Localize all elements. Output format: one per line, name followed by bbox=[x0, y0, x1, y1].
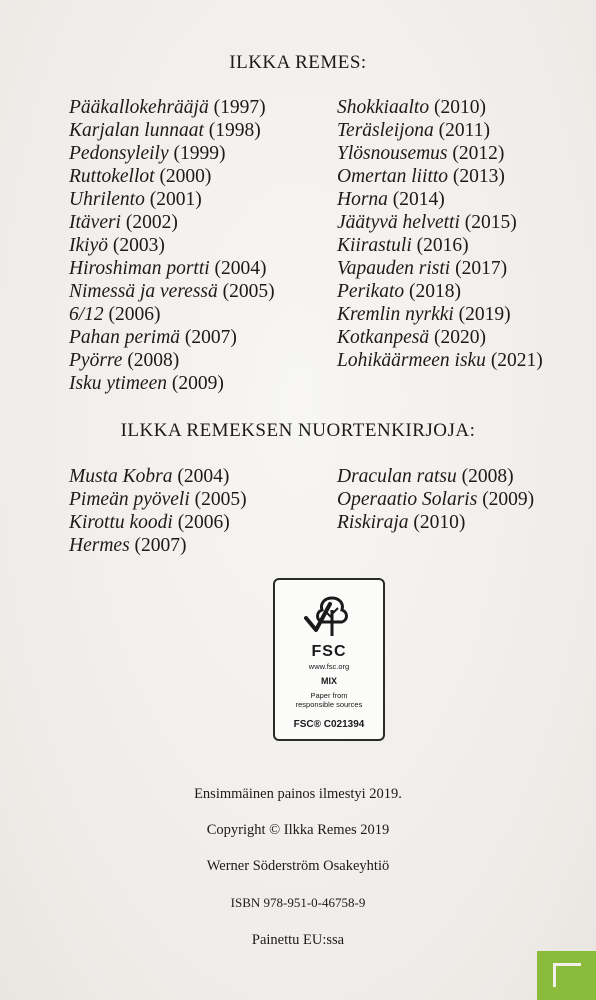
book-title: Horna bbox=[337, 189, 388, 210]
book-title: Draculan ratsu bbox=[337, 466, 457, 487]
book-year: (2001) bbox=[149, 189, 202, 210]
book-title: Operaatio Solaris bbox=[337, 489, 478, 510]
fsc-license: FSC® C021394 bbox=[293, 719, 365, 730]
book-entry bbox=[69, 257, 275, 280]
book-entry bbox=[69, 511, 247, 534]
fsc-mix-line-2: responsible sources bbox=[295, 700, 363, 709]
book-title: Nimessä ja veressä bbox=[69, 281, 218, 302]
book-year: (2007) bbox=[134, 535, 187, 556]
first-edition-note: Ensimmäinen painos ilmestyi 2019. bbox=[194, 786, 402, 802]
book-entry bbox=[337, 349, 543, 372]
book-title: Shokkiaalto bbox=[337, 97, 430, 118]
fsc-label bbox=[273, 578, 385, 741]
book-title: Ylösnousemus bbox=[337, 143, 448, 164]
book-title: Itäveri bbox=[69, 212, 121, 233]
book-entry bbox=[69, 465, 247, 488]
fsc-mix: MIX bbox=[320, 676, 337, 686]
book-year: (2020) bbox=[433, 327, 486, 348]
book-entry bbox=[337, 211, 543, 234]
book-title: Ruttokellot bbox=[69, 166, 155, 187]
book-entry bbox=[69, 234, 275, 257]
book-title: Omertan liitto bbox=[337, 166, 449, 187]
book-year: (2009) bbox=[171, 373, 224, 394]
book-entry bbox=[337, 188, 543, 211]
book-title: Hiroshiman portti bbox=[69, 258, 210, 279]
book-entry bbox=[337, 465, 534, 488]
book-year: (2004) bbox=[214, 258, 267, 279]
book-title: Uhrilento bbox=[69, 189, 145, 210]
fsc-url: www.fsc.org bbox=[308, 662, 350, 671]
book-title: Perikato bbox=[337, 281, 405, 302]
book-title: Pimeän pyöveli bbox=[69, 489, 190, 510]
book-entry bbox=[337, 257, 543, 280]
fsc-mix-description bbox=[275, 691, 383, 709]
book-year: (1999) bbox=[173, 143, 226, 164]
book-title: Kiirastuli bbox=[337, 235, 412, 256]
book-entry bbox=[337, 488, 534, 511]
publisher-name: Werner Söderström Osakeyhtiö bbox=[206, 858, 390, 874]
book-title: Kotkanpesä bbox=[337, 327, 430, 348]
book-title: Musta Kobra bbox=[69, 466, 173, 487]
book-entry bbox=[69, 303, 275, 326]
book-title: Riskiraja bbox=[337, 512, 409, 533]
book-year: (2007) bbox=[184, 327, 237, 348]
book-title: Karjalan lunnaat bbox=[69, 120, 204, 141]
book-entry bbox=[69, 326, 275, 349]
book-entry bbox=[69, 142, 275, 165]
book-title: Pyörre bbox=[69, 350, 123, 371]
book-title: Pedonsyleily bbox=[69, 143, 169, 164]
book-entry bbox=[337, 326, 543, 349]
book-title: Pääkallokehrääjä bbox=[69, 97, 209, 118]
book-year: (2017) bbox=[455, 258, 508, 279]
youth-list-right bbox=[337, 465, 534, 534]
book-year: (1997) bbox=[213, 97, 266, 118]
book-title: Vapauden risti bbox=[337, 258, 451, 279]
book-year: (2018) bbox=[409, 281, 462, 302]
book-year: (2021) bbox=[490, 350, 543, 371]
book-title: Ikiyö bbox=[69, 235, 108, 256]
book-year: (2006) bbox=[108, 304, 161, 325]
book-entry bbox=[337, 303, 543, 326]
book-title: Teräsleijona bbox=[337, 120, 434, 141]
fsc-code: FSC bbox=[311, 643, 347, 660]
book-entry bbox=[69, 188, 275, 211]
book-entry bbox=[337, 234, 543, 257]
printed-in: Painettu EU:ssa bbox=[251, 932, 345, 948]
book-year: (2003) bbox=[112, 235, 165, 256]
novels-list-left bbox=[69, 96, 275, 395]
book-year: (2014) bbox=[392, 189, 445, 210]
watermark-bracket-icon bbox=[553, 963, 581, 987]
book-entry bbox=[337, 165, 543, 188]
novels-list-right bbox=[337, 96, 543, 372]
book-title: Kremlin nyrkki bbox=[337, 304, 454, 325]
book-title: Hermes bbox=[69, 535, 130, 556]
book-year: (2016) bbox=[416, 235, 469, 256]
book-title: Isku ytimeen bbox=[69, 373, 167, 394]
book-year: (2006) bbox=[177, 512, 230, 533]
book-year: (2005) bbox=[194, 489, 247, 510]
book-year: (2005) bbox=[222, 281, 275, 302]
book-title: 6/12 bbox=[69, 304, 104, 325]
watermark-corner-logo bbox=[537, 951, 596, 1000]
book-entry bbox=[69, 372, 275, 395]
book-year: (2010) bbox=[413, 512, 466, 533]
book-year: (2011) bbox=[438, 120, 490, 141]
book-year: (2015) bbox=[464, 212, 517, 233]
book-entry bbox=[69, 488, 247, 511]
book-entry bbox=[337, 96, 543, 119]
youth-list-left bbox=[69, 465, 247, 557]
book-year: (1998) bbox=[208, 120, 261, 141]
book-entry bbox=[337, 119, 543, 142]
book-entry bbox=[69, 211, 275, 234]
book-entry bbox=[69, 165, 275, 188]
fsc-tree-checkmark-icon bbox=[302, 590, 356, 642]
book-entry bbox=[69, 96, 275, 119]
book-year: (2002) bbox=[125, 212, 178, 233]
book-entry bbox=[69, 349, 275, 372]
book-entry bbox=[337, 511, 534, 534]
book-year: (2009) bbox=[482, 489, 535, 510]
book-entry bbox=[337, 280, 543, 303]
book-year: (2008) bbox=[127, 350, 180, 371]
book-entry bbox=[69, 534, 247, 557]
book-year: (2010) bbox=[433, 97, 486, 118]
youth-books-heading: ILKKA REMEKSEN NUORTENKIRJOJA: bbox=[120, 420, 476, 441]
copyright-line: Copyright © Ilkka Remes 2019 bbox=[206, 822, 390, 838]
book-entry bbox=[69, 119, 275, 142]
book-year: (2008) bbox=[461, 466, 514, 487]
book-year: (2004) bbox=[177, 466, 230, 487]
book-title: Pahan perimä bbox=[69, 327, 181, 348]
book-title: Lohikäärmeen isku bbox=[337, 350, 486, 371]
book-entry bbox=[337, 142, 543, 165]
book-year: (2019) bbox=[458, 304, 511, 325]
book-title: Kirottu koodi bbox=[69, 512, 173, 533]
isbn: ISBN 978-951-0-46758-9 bbox=[230, 895, 366, 910]
book-year: (2000) bbox=[159, 166, 212, 187]
fsc-mix-line-1: Paper from bbox=[310, 691, 348, 700]
novels-heading: ILKKA REMES: bbox=[229, 52, 367, 73]
book-title: Jäätyvä helvetti bbox=[337, 212, 460, 233]
book-year: (2013) bbox=[452, 166, 505, 187]
book-year: (2012) bbox=[452, 143, 505, 164]
book-entry bbox=[69, 280, 275, 303]
